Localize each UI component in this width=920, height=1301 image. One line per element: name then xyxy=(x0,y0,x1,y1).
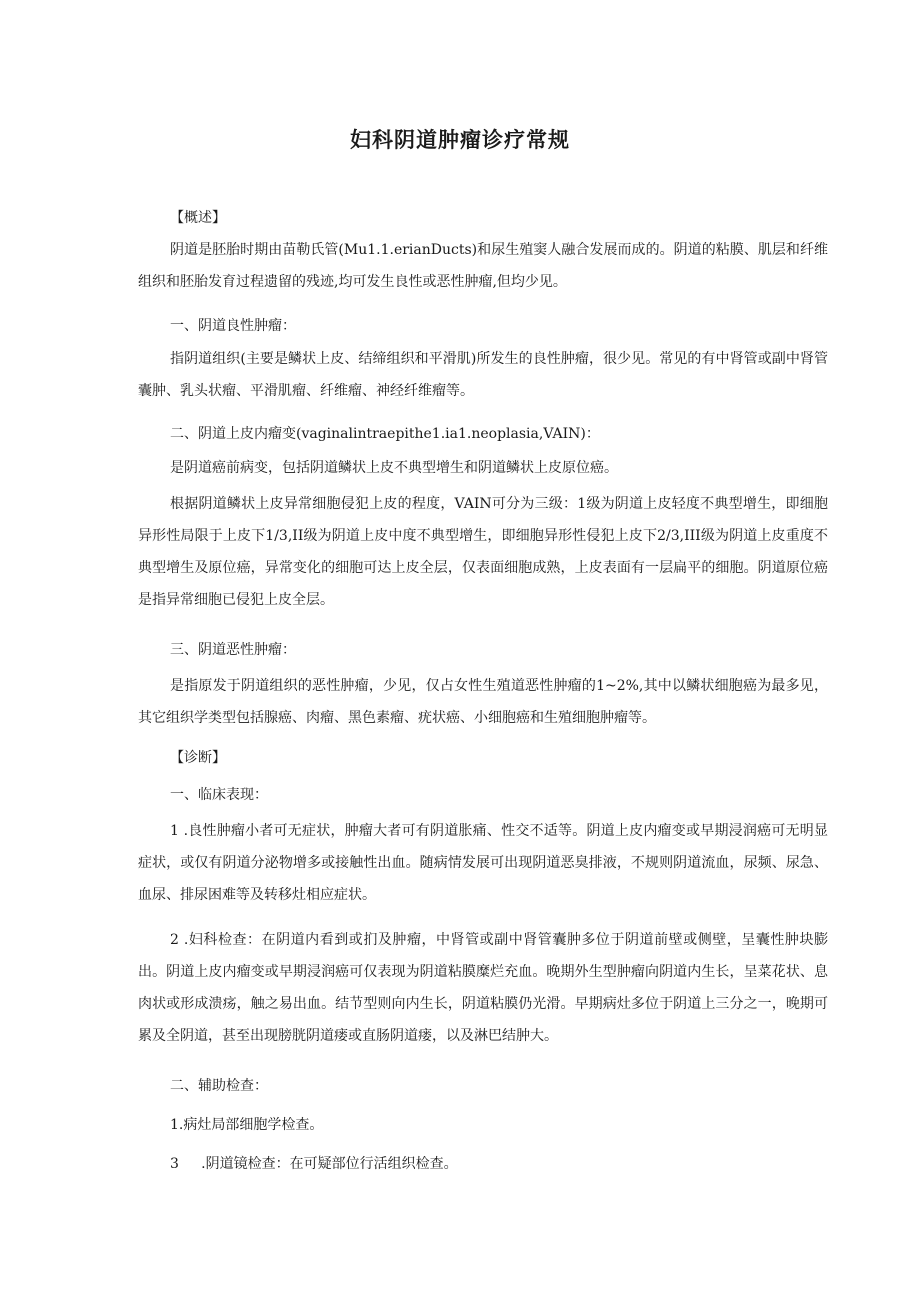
vain-heading: 二、阴道上皮内瘤变(vaginalintraepithe1.ia1.neoplasia,VAIN)： xyxy=(170,426,600,442)
page-title: 妇科阴道肿瘤诊疗常规 xyxy=(350,128,570,152)
benign-paragraph: 指阴道组织(主要是鳞状上皮、结缔组织和平滑肌)所发生的良性肿瘤，很少见。常见的有中肾管或副中肾管囊肿、乳头状瘤、平滑肌瘤、纤维瘤、神经纤维瘤等。 xyxy=(138,351,828,399)
aux-item-2: 3 .阴道镜检查：在可疑部位行活组织检查。 xyxy=(170,1156,458,1172)
vain-paragraph-1: 是阴道癌前病变，包括阴道鳞状上皮不典型增生和阴道鳞状上皮原位癌。 xyxy=(170,460,618,476)
overview-paragraph: 阴道是胚胎时期由苗勒氏管(Mu1.1.erianDucts)和尿生殖窦人融合发展而成的。阴道的粘膜、肌层和纤维组织和胚胎发育过程遗留的残迹,均可发生良性或恶性肿瘤,但均少见。 xyxy=(138,242,828,290)
aux-item-1: 1.病灶局部细胞学检查。 xyxy=(170,1117,324,1133)
malignant-paragraph: 是指原发于阴道组织的恶性肿瘤，少见，仅占女性生殖道恶性肿瘤的1~2%,其中以鳞状细胞癌为最多见，其它组织学类型包括腺癌、肉瘤、黑色素瘤、疣状癌、小细胞癌和生殖细胞肿瘤等。 xyxy=(138,678,828,726)
aux-heading: 二、辅助检查： xyxy=(170,1078,268,1094)
clinical-paragraph-2: 2 .妇科检查：在阴道内看到或扪及肿瘤，中肾管或副中肾管囊肿多位于阴道前壁或侧壁，呈囊性肿块膨出。阴道上皮内瘤变或早期浸润癌可仅表现为阴道粘膜糜烂充血。晚期外生型肿瘤向阴道内生长，呈菜花状、息肉状或形成溃疡，触之易出血。结节型则向内生长，阴道粘膜仍光滑。早期病灶多位于阴道上三分之一，晚期可累及全阴道，甚至出现膀胱阴道瘘或直肠阴道瘘，以及淋巴结肿大。 xyxy=(138,932,828,1044)
malignant-heading: 三、阴道恶性肿瘤： xyxy=(170,642,296,658)
overview-heading: 【概述】 xyxy=(170,210,226,226)
clinical-paragraph-1: 1 .良性肿瘤小者可无症状，肿瘤大者可有阴道胀痛、性交不适等。阴道上皮内瘤变或早期浸润癌可无明显症状，或仅有阴道分泌物增多或接触性出血。随病情发展可出现阴道恶臭排液，不规则阴道流血，尿频、尿急、血尿、排尿困难等及转移灶相应症状。 xyxy=(138,823,828,903)
vain-paragraph-2: 根据阴道鳞状上皮异常细胞侵犯上皮的程度，VAIN可分为三级：1级为阴道上皮轻度不典型增生，即细胞异形性局限于上皮下1/3,II级为阴道上皮中度不典型增生，即细胞异形性侵犯上皮下2/3,III级为阴道上皮重度不典型增生及原位癌，异常变化的细胞可达上皮全层，仅表面细胞成熟，上皮表面有一层扁平的细胞。阴道原位癌是指异常细胞已侵犯上皮全层。 xyxy=(138,496,828,608)
diagnosis-heading: 【诊断】 xyxy=(170,750,226,766)
benign-heading: 一、阴道良性肿瘤： xyxy=(170,318,296,334)
clinical-heading: 一、临床表现： xyxy=(170,787,268,803)
